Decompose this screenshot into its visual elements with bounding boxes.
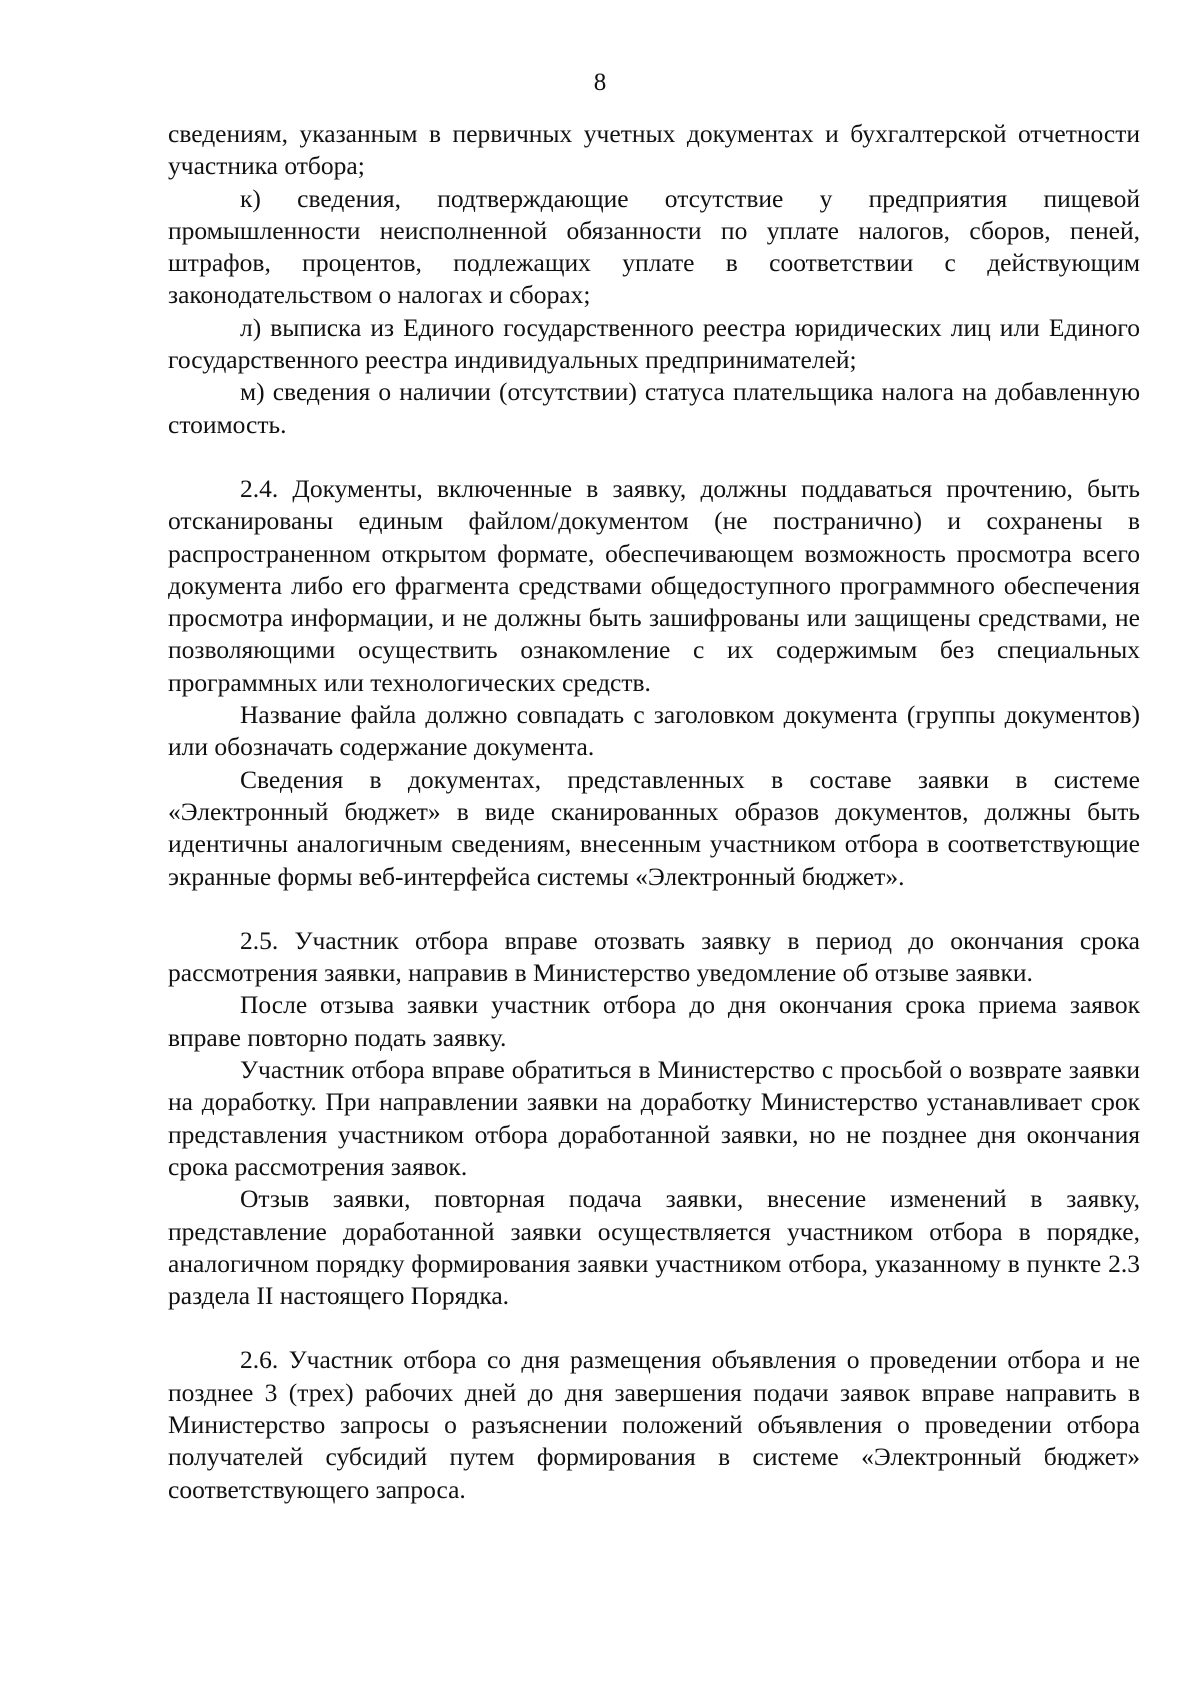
paragraph: л) выписка из Единого государственного реестра юридических лиц или Единого государственного реестра индивидуальных предпринимателей; [168, 312, 1140, 375]
paragraph: Сведения в документах, представленных в составе заявки в системе «Электронный бюджет» в виде сканированных образов документов, должны быть идентичны аналогичным сведениям, внесенным участником отбора в соответствующие экранные формы веб-интерфейса системы «Электронный бюджет». [168, 764, 1140, 891]
page-number: 8 [593, 69, 607, 96]
section-gap [168, 893, 1140, 925]
paragraph: 2.5. Участник отбора вправе отозвать заявку в период до окончания срока рассмотрения заявки, направив в Министерство уведомление об отзыве заявки. [168, 925, 1140, 988]
paragraph: Участник отбора вправе обратиться в Министерство с просьбой о возврате заявки на доработку. При направлении заявки на доработку Министерство устанавливает срок представления участником отбора доработанной заявки, но не позднее дня окончания срока рассмотрения заявок. [168, 1055, 1140, 1181]
paragraph: 2.4. Документы, включенные в заявку, должны поддаваться прочтению, быть отсканированы единым файлом/документом (не постранично) и сохранены в распространенном открытом формате, обеспечивающем возможность просмотра всего документа либо его фрагмента средствами общедоступного программного обеспечения просмотра информации, и не должны быть зашифрованы или защищены средствами, не позволяющими осуществить ознакомление с их содержимым без специальных программных или технологических средств. [168, 473, 1140, 697]
paragraph: Название файла должно совпадать с заголовком документа (группы документов) или обозначать содержание документа. [168, 700, 1140, 762]
paragraph: м) сведения о наличии (отсутствии) статуса плательщика налога на добавленную стоимость. [168, 377, 1140, 439]
paragraph: Отзыв заявки, повторная подача заявки, внесение изменений в заявку, представление доработанной заявки осуществляется участником отбора в порядке, аналогичном порядку формирования заявки участником отбора, указанному в пункте 2.3 раздела II настоящего Порядка. [168, 1184, 1140, 1311]
section-gap [168, 1312, 1140, 1344]
section-gap [168, 441, 1140, 473]
paragraph: 2.6. Участник отбора со дня размещения объявления о проведении отбора и не позднее 3 (трех) рабочих дней до дня завершения подачи заявок вправе направить в Министерство запросы о разъяснении положений объявления о проведении отбора получателей субсидий путем формирования в системе «Электронный бюджет» соответствующего запроса. [168, 1345, 1140, 1504]
paragraph: После отзыва заявки участник отбора до дня окончания срока приема заявок вправе повторно подать заявку. [168, 990, 1140, 1052]
paragraph: сведениям, указанным в первичных учетных документах и бухгалтерской отчетности участника отбора; [168, 119, 1140, 181]
paragraph: к) сведения, подтверждающие отсутствие у предприятия пищевой промышленности неисполненной обязанности по уплате налогов, сборов, пеней, штрафов, процентов, подлежащих уплате в соответствии с действующим законодательством о налогах и сборах; [168, 183, 1140, 310]
document-body [168, 118, 1140, 1506]
